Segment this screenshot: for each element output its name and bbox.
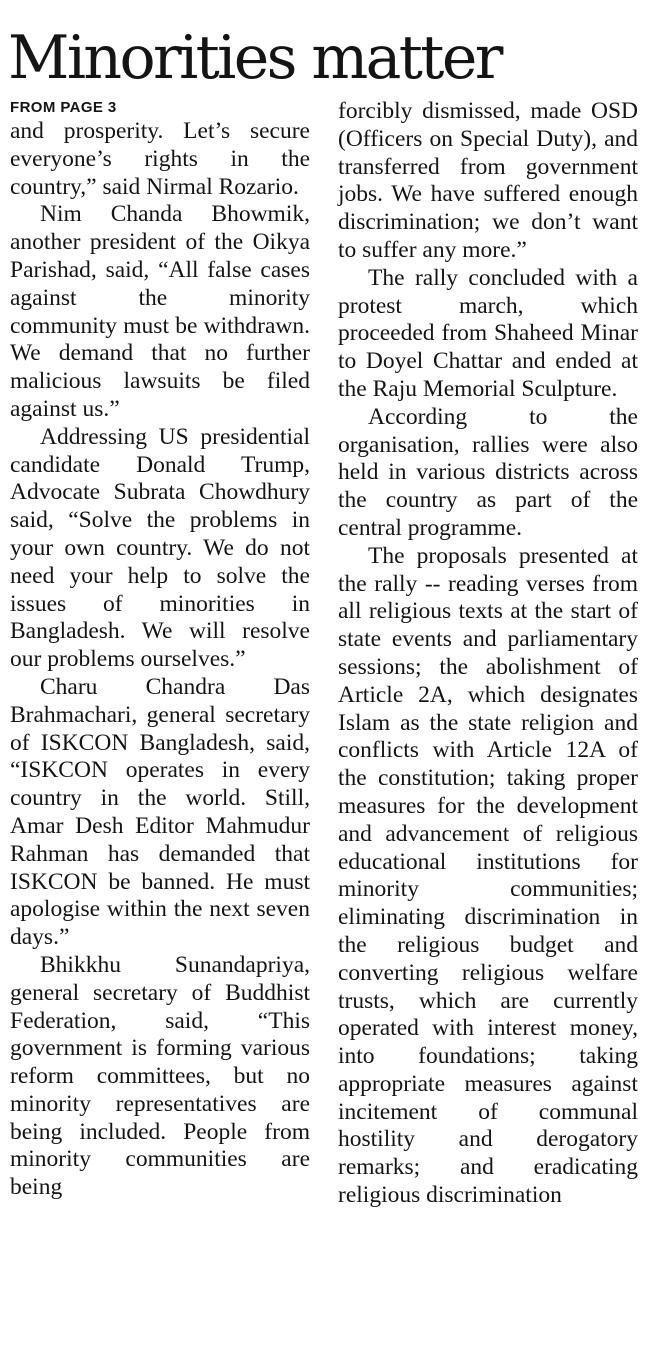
headline: Minorities matter bbox=[8, 23, 501, 93]
paragraph: Bhikkhu Sunandapriya, general secretary of Buddhist Federation, said, “This government is forming various reform committees, but no minority representatives are being included. People from minority communities are being bbox=[10, 951, 310, 1201]
article-column-right bbox=[338, 98, 638, 1210]
paragraph: forcibly dismissed, made OSD (Officers on Special Duty), and transferred from government jobs. We have suffered enough discrimination; we don’t want to suffer any more.” bbox=[338, 98, 638, 263]
article-column-left bbox=[10, 98, 310, 1202]
paragraph: Addressing US presidential candidate Donald Trump, Advocate Subrata Chowdhury said, “Solve the problems in your own country. We do not need your help to solve the issues of minorities in Bangladesh. We will resolve our problems ourselves.” bbox=[10, 423, 310, 673]
paragraph: The rally concluded with a protest march, which proceeded from Shaheed Minar to Doyel Chattar and ended at the Raju Memorial Sculpture. bbox=[338, 264, 638, 402]
continuation-kicker: FROM PAGE 3 bbox=[10, 99, 117, 116]
paragraph: Charu Chandra Das Brahmachari, general secretary of ISKCON Bangladesh, said, “ISKCON operates in every country in the world. Still, Amar Desh Editor Mahmudur Rahman has demanded that ISKCON be banned. He must apologise within the next seven days.” bbox=[10, 673, 310, 951]
paragraph: According to the organisation, rallies were also held in various districts across the country as part of the central programme. bbox=[338, 403, 638, 541]
paragraph: Nim Chanda Bhowmik, another president of the Oikya Parishad, said, “All false cases against the minority community must be withdrawn. We demand that no further malicious lawsuits be filed against us.” bbox=[10, 201, 310, 422]
paragraph: The proposals presented at the rally -- reading verses from all religious texts at the start of state events and parliamentary sessions; the abolishment of Article 2A, which designates Islam as the state religion and conflicts with Article 12A of the constitution; taking proper measures for the development and advancement of religious educational institutions for minority communities; eliminating discrimination in the religious budget and converting religious welfare trusts, which are currently operated with interest money, into foundations; taking appropriate measures against incitement of communal hostility and derogatory remarks; and eradicating religious discrimination bbox=[338, 542, 638, 1209]
paragraph: and prosperity. Let’s secure everyone’s rights in the country,” said Nirmal Rozario. bbox=[10, 118, 310, 200]
